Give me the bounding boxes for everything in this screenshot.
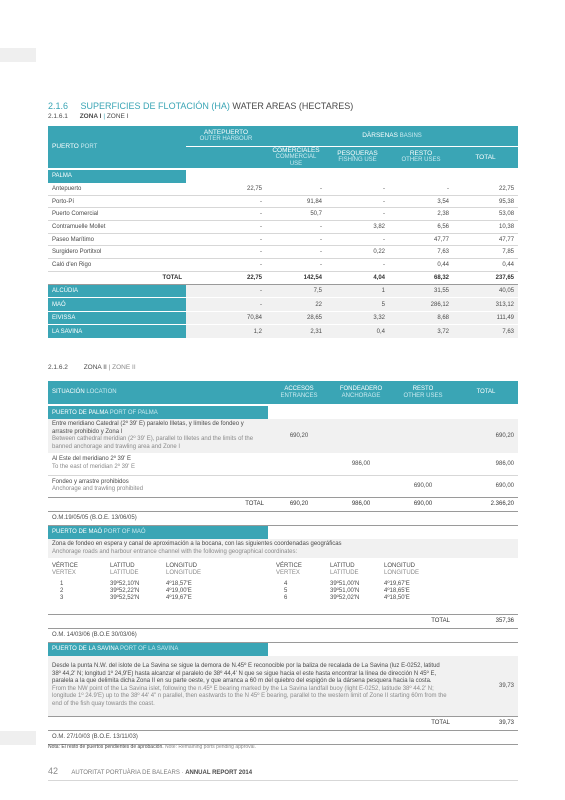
port-cell-c: 1 <box>326 284 389 298</box>
palma-area-2-anchorage: 986,00 <box>351 460 371 467</box>
zone2-es: ZONA II <box>83 364 107 371</box>
palma-cell-b: - <box>266 183 326 196</box>
port-cell-b: 22 <box>266 298 326 312</box>
palma-total-row <box>48 271 518 284</box>
palma-cell-c: - <box>326 183 389 196</box>
palma-cell-t: 47,77 <box>453 233 518 246</box>
palma-ministerial-order: O.M.19/05/05 (B.O.E. 13/06/05) <box>52 515 137 521</box>
header-total-2: TOTAL <box>454 381 518 405</box>
palma-cell-name: Paseo Marítimo <box>48 233 186 246</box>
port-cell-b: 2,31 <box>266 325 326 339</box>
band-port-mao: PUERTO DE MAÓ PORT OF MAÓ <box>48 525 268 539</box>
palma-total-c: 4,04 <box>326 271 389 284</box>
palma-cell-d: 6,56 <box>389 221 453 234</box>
port-row <box>48 298 518 312</box>
header-total: TOTAL <box>453 146 518 169</box>
palma-cell-b: - <box>266 246 326 259</box>
vertex-v: 5 <box>284 587 288 594</box>
palma-cell-a: - <box>186 259 266 272</box>
section-title-en: WATER AREAS (HECTARES) <box>232 101 354 111</box>
port-cell-name: ALCÚDIA <box>48 284 186 298</box>
header-commercial: COMERCIALES COMMERCIAL USE <box>266 146 326 169</box>
palma-cell-d: 3,54 <box>389 195 453 208</box>
palma-cell-name: Puerto Comercial <box>48 208 186 221</box>
section-number: 2.1.6 <box>48 101 69 111</box>
vertex-lat: 39º52,02'N <box>330 595 360 602</box>
port-cell-c: 5 <box>326 298 389 312</box>
palma-cell-name: Porto-Pí <box>48 195 186 208</box>
palma-total-d: 68,32 <box>389 271 453 284</box>
vertex-lat: 39º52,22'N <box>110 587 140 594</box>
palma-group-label: PALMA <box>48 169 186 183</box>
palma-cell-b: - <box>266 233 326 246</box>
mao-total: 357,36 <box>495 618 514 624</box>
port-cell-a: - <box>186 298 266 312</box>
mao-total-label: TOTAL <box>431 618 450 624</box>
vertex-lat: 39º51,00'N <box>330 580 360 587</box>
palma-total-b: 142,54 <box>266 271 326 284</box>
port-cell-name: MAÓ <box>48 298 186 312</box>
palma-cell-a: - <box>186 233 266 246</box>
vertex-lon: 4º18,65'E <box>384 587 410 594</box>
palma-cell-c: - <box>326 259 389 272</box>
savina-total: 39,73 <box>498 720 514 726</box>
palma-row <box>48 259 518 272</box>
palma-cell-c: 0,22 <box>326 246 389 259</box>
port-cell-b: 28,65 <box>266 311 326 325</box>
palma-cell-name: Surgidero Portitxol <box>48 246 186 259</box>
palma-cell-a: - <box>186 221 266 234</box>
palma-row <box>48 195 518 208</box>
side-tab-top <box>0 48 36 62</box>
palma-cell-t: 95,38 <box>453 195 518 208</box>
vertex-row <box>52 581 246 588</box>
savina-total-label: TOTAL <box>431 720 450 726</box>
palma-cell-d: 2,38 <box>389 208 453 221</box>
palma-cell-t: 0,44 <box>453 259 518 272</box>
port-cell-t: 7,63 <box>453 325 518 339</box>
vertex-lat: 39º52,10'N <box>110 580 140 587</box>
header-fishing: PESQUERAS FISHING USE <box>326 146 389 169</box>
port-cell-t: 313,12 <box>453 298 518 312</box>
footer-report: ANNUAL REPORT 2014 <box>185 770 253 776</box>
footer-org: AUTORITAT PORTUÀRIA DE BALEARS <box>71 770 180 776</box>
palma-cell-name: Caló d'en Rigo <box>48 259 186 272</box>
zone1-en: ZONE I <box>106 113 129 120</box>
subsection-number: 2.1.6.1 <box>48 113 68 120</box>
vertex-v: 6 <box>284 595 288 602</box>
port-cell-name: EIVISSA <box>48 311 186 325</box>
palma-total-a: 22,75 <box>186 271 266 284</box>
palma-total-t: 237,65 <box>453 271 518 284</box>
port-cell-c: 3,32 <box>326 311 389 325</box>
palma-cell-a: - <box>186 208 266 221</box>
port-cell-d: 286,12 <box>389 298 453 312</box>
vertex-lon: 4º19,00'E <box>166 587 192 594</box>
savina-ministerial-order: O.M. 27/10/03 (B.O.E. 13/11/03) <box>52 734 138 740</box>
palma-area-1: Entre meridiano Catedral (2º 39' E) paralelo Illetas, y límites de fondeo y arrastre prohibido y Zona I Between cathedral meridian (2º 39' E), parallel to Illetes and the limits of the banned anchorage and trawling area and Zone I <box>52 421 254 450</box>
header-anchorage: FONDEADERO ANCHORAGE <box>330 381 392 405</box>
palma-row <box>48 183 518 196</box>
palma-cell-a: 22,75 <box>186 183 266 196</box>
port-cell-d: 3,72 <box>389 325 453 339</box>
zone1-es: ZONA I <box>79 113 102 120</box>
palma-area-1-total: 690,20 <box>495 433 514 439</box>
palma-cell-b: - <box>266 221 326 234</box>
vertex-v: 4 <box>284 580 288 587</box>
band-port-palma: PUERTO DE PALMA PORT OF PALMA <box>48 405 268 419</box>
port-cell-b: 7,5 <box>266 284 326 298</box>
header-other-uses-2: RESTO OTHER USES <box>392 381 454 405</box>
vertex-v: 2 <box>60 587 64 594</box>
header-entrances: ACCESOS ENTRANCES <box>268 381 330 405</box>
section-heading <box>48 101 353 111</box>
page-footer: 42 AUTORITAT PORTUÀRIA DE BALEARS · ANNUAL REPORT 2014 <box>48 766 253 776</box>
vertex-row <box>276 588 464 595</box>
palma-cell-t: 10,38 <box>453 221 518 234</box>
mao-ministerial-order: O.M. 14/03/06 (B.O.E 30/03/06) <box>52 632 137 638</box>
port-cell-d: 8,68 <box>389 311 453 325</box>
water-areas-zone1-table <box>48 126 518 339</box>
subsection-heading-zone1: 2.1.6.1 ZONA I | ZONE I <box>48 113 129 120</box>
port-cell-t: 40,05 <box>453 284 518 298</box>
vertex-lat: 39º51,00'N <box>330 587 360 594</box>
palma-cell-d: 0,44 <box>389 259 453 272</box>
palma-total-entrances: 690,20 <box>289 501 309 507</box>
palma-cell-c: - <box>326 233 389 246</box>
savina-description: Desde la punta N.W. del islote de La Savina se sigue la demora de N.45º E reconocible por la baliza de recalada de La Savina (luz E-0252, latitud 38º 44,2' N; longitud 1º 24,9'E) hasta alcanzar el paralelo de 38º 44,4' N que se sigue hacia el este hasta encontrar la línea de dirección N 45º E, paralela a la que delimita dicha Zona II en su parte oeste, y que arranca a 60 m del quiebro del espigón de la dársena pesquera hacia la costa. From the NW point of the La Savina islet, following the n.45º E bearing marked by the La Savina landfall buoy (light E-0252, latitude 38º 44.2' N; longitude 1º 24.9'E) up to the 38º 44' 4" n parallel, then eastwards to the N 45º E bearing, parallel to the western limit of Zone II starting 60m from the end of the fish quay towards the coast. <box>52 663 447 707</box>
palma-cell-c: - <box>326 208 389 221</box>
subsection-heading-zone2: 2.1.6.2 ZONA II | ZONE II <box>48 364 136 371</box>
palma-area-1-entrances: 690,20 <box>289 433 309 439</box>
vertex-row <box>52 595 246 602</box>
mao-description: Zona de fondeo en espera y canal de aproximación a la bocana, con las siguientes coordenadas geográficas Anchorage roads and harbour entrance channel with the following geographical coordinates: <box>52 541 342 555</box>
port-row <box>48 284 518 298</box>
vertices-left: VÉRTICE VERTEX LATITUD LATITUDE LONGITUD LONGITUDE 1 39º52,10'N 4º18,57'E 2 39º52,22'N 4º19,00'E 3 39º52,52'N 4º19,67'E <box>52 563 246 602</box>
palma-cell-d: - <box>389 183 453 196</box>
palma-area-3-total: 690,00 <box>495 483 514 489</box>
palma-area-3-other: 690,00 <box>413 483 433 489</box>
header-port: PUERTO PORT <box>48 126 186 169</box>
vertex-lat: 39º52,52'N <box>110 595 140 602</box>
palma-cell-d: 7,63 <box>389 246 453 259</box>
palma-total-label: TOTAL <box>48 271 186 284</box>
vertex-lon: 4º18,50'E <box>384 595 410 602</box>
palma-cell-a: - <box>186 246 266 259</box>
palma-cell-a: - <box>186 195 266 208</box>
palma-total-other: 690,00 <box>413 501 433 507</box>
palma-area-3: Fondeo y arrastre prohibidos Anchorage and trawling prohibited <box>52 478 144 492</box>
vertex-lon: 4º19,67'E <box>166 595 192 602</box>
palma-area-2: Al Este del meridiano 2º 39' E To the east of meridian 2º 39' E <box>52 456 136 470</box>
palma-cell-b: - <box>266 259 326 272</box>
footer-rule <box>48 780 518 781</box>
palma-cell-name: Contramuelle Mollet <box>48 221 186 234</box>
footnote: Nota: El resto de puertos pendientes de aprobación. Note: Remaining ports pending approval. <box>48 744 256 750</box>
vertex-row <box>52 588 246 595</box>
palma-cell-b: 50,7 <box>266 208 326 221</box>
port-cell-a: 70,84 <box>186 311 266 325</box>
palma-cell-name: Antepuerto <box>48 183 186 196</box>
palma-cell-b: 91,84 <box>266 195 326 208</box>
palma-total-label: TOTAL <box>245 501 264 507</box>
palma-total-anchorage: 986,00 <box>351 501 371 507</box>
vertices-right: VÉRTICE VERTEX LATITUD LATITUDE LONGITUD LONGITUDE 4 39º51,00'N 4º19,67'E 5 39º51,00'N 4º18,65'E 6 39º52,02'N 4º18,50'E <box>276 563 464 602</box>
vertex-row <box>276 595 464 602</box>
port-cell-name: LA SAVINA <box>48 325 186 339</box>
palma-row <box>48 208 518 221</box>
port-cell-a: 1,2 <box>186 325 266 339</box>
vertex-v: 1 <box>60 580 64 587</box>
port-cell-t: 111,49 <box>453 311 518 325</box>
band-port-la-savina: PUERTO DE LA SAVINA PORT OF LA SAVINA <box>48 642 268 656</box>
palma-total: 2.366,20 <box>490 501 514 507</box>
vertex-v: 3 <box>60 595 64 602</box>
palma-row <box>48 233 518 246</box>
header-location: SITUACIÓN LOCATION <box>48 381 268 405</box>
vertex-row <box>276 581 464 588</box>
port-cell-a: - <box>186 284 266 298</box>
port-row <box>48 311 518 325</box>
palma-cell-c: 3,82 <box>326 221 389 234</box>
header-other-uses: RESTO OTHER USES <box>389 146 453 169</box>
zone2-en: ZONE II <box>112 364 136 371</box>
palma-cell-d: 47,77 <box>389 233 453 246</box>
palma-row <box>48 246 518 259</box>
header-outer-harbour: ANTEPUERTO OUTER HARBOUR <box>186 126 266 146</box>
port-row <box>48 325 518 339</box>
palma-cell-t: 22,75 <box>453 183 518 196</box>
palma-row <box>48 221 518 234</box>
port-cell-c: 0,4 <box>326 325 389 339</box>
section-title-es: SUPERFICIES DE FLOTACIÓN (HA) <box>80 101 230 111</box>
palma-area-2-total: 986,00 <box>495 460 514 467</box>
palma-cell-c: - <box>326 195 389 208</box>
palma-cell-t: 7,85 <box>453 246 518 259</box>
port-cell-d: 31,55 <box>389 284 453 298</box>
subsection-number-2: 2.1.6.2 <box>48 364 68 371</box>
savina-value: 39,73 <box>498 682 514 689</box>
header-basins: DÀRSENAS BASINS <box>266 126 518 146</box>
vertex-lon: 4º18,57'E <box>166 580 192 587</box>
page-number: 42 <box>48 766 59 776</box>
side-tab-bottom <box>0 731 36 745</box>
palma-cell-t: 53,08 <box>453 208 518 221</box>
vertex-lon: 4º19,67'E <box>384 580 410 587</box>
